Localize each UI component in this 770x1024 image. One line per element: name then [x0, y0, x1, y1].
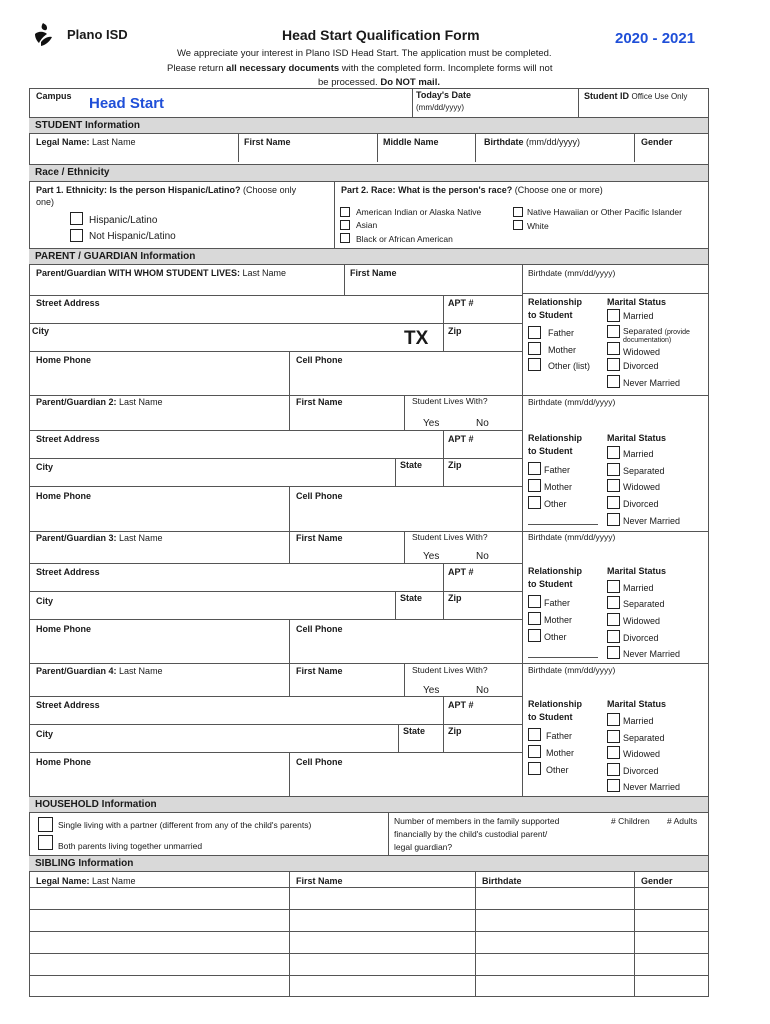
guardian4-separated-label: Separated: [623, 733, 665, 743]
plano-isd-logo-icon: [32, 22, 54, 48]
guardian1-mother-label: Mother: [548, 345, 577, 355]
sibling-row[interactable]: [29, 931, 708, 932]
guardian3-first-name-label: First Name: [296, 533, 343, 543]
guardian3-apt-label: APT #: [448, 567, 474, 577]
single-partner-label: Single living with a partner (different from any of the child's parents): [58, 820, 312, 830]
guardian4-never-married-checkbox[interactable]: [607, 779, 620, 792]
guardian4-lives-with-label: Student Lives With?: [412, 665, 488, 675]
guardian2-label: Parent/Guardian 2: Last Name: [36, 397, 163, 407]
guardian2-mother-checkbox[interactable]: [528, 479, 541, 492]
guardian2-home-phone-label: Home Phone: [36, 491, 92, 501]
guardian3-separated-checkbox[interactable]: [607, 596, 620, 609]
members-question-3: legal guardian?: [394, 842, 453, 852]
parent-section-header: PARENT / GUARDIAN Information: [29, 248, 708, 265]
hispanic-label: Hispanic/Latino: [89, 215, 158, 226]
guardian3-marital-label: Marital Status: [607, 566, 667, 576]
guardian1-never-married-label: Never Married: [623, 378, 681, 388]
white-checkbox[interactable]: [513, 220, 523, 230]
sibling-row[interactable]: [29, 975, 708, 976]
guardian2-married-checkbox[interactable]: [607, 446, 620, 459]
guardian2-yes-label[interactable]: Yes: [423, 418, 440, 429]
guardian3-widowed-label: Widowed: [623, 616, 661, 626]
guardian4-no-label[interactable]: No: [476, 685, 489, 696]
guardian3-mother-label: Mother: [544, 615, 573, 625]
guardian1-state-value[interactable]: TX: [404, 328, 429, 349]
guardian1-birthdate-label: Birthdate (mm/dd/yyyy): [528, 268, 616, 278]
guardian4-relationship-label: Relationship: [528, 699, 583, 709]
household-section-header: HOUSEHOLD Information: [29, 796, 708, 813]
guardian3-father-label: Father: [544, 598, 571, 608]
guardian3-birthdate-label: Birthdate (mm/dd/yyyy): [528, 532, 616, 542]
guardian4-to-student-label: to Student: [528, 712, 573, 722]
guardian1-mother-checkbox[interactable]: [528, 342, 541, 355]
guardian4-state-label: State: [403, 726, 426, 736]
guardian4-birthdate-label: Birthdate (mm/dd/yyyy): [528, 665, 616, 675]
guardian2-birthdate-label: Birthdate (mm/dd/yyyy): [528, 397, 616, 407]
guardian3-yes-label[interactable]: Yes: [423, 551, 440, 562]
sibling-section-header: SIBLING Information: [29, 855, 708, 872]
american-indian-label: American Indian or Alaska Native: [356, 207, 482, 217]
guardian3-cell-phone-label: Cell Phone: [296, 624, 343, 634]
guardian3-state-label: State: [400, 593, 423, 603]
guardian4-home-phone-label: Home Phone: [36, 757, 92, 767]
guardian3-city-label: City: [36, 596, 54, 606]
guardian3-zip-label: Zip: [448, 593, 462, 603]
guardian3-no-label[interactable]: No: [476, 551, 489, 562]
guardian2-never-married-checkbox[interactable]: [607, 513, 620, 526]
guardian3-married-checkbox[interactable]: [607, 580, 620, 593]
guardian1-divorced-checkbox[interactable]: [607, 358, 620, 371]
student-first-name-label: First Name: [244, 137, 291, 147]
guardian2-father-checkbox[interactable]: [528, 462, 541, 475]
guardian4-other-checkbox[interactable]: [528, 762, 541, 775]
guardian4-apt-label: APT #: [448, 700, 474, 710]
children-count-label: # Children: [611, 816, 650, 826]
guardian4-divorced-label: Divorced: [623, 766, 659, 776]
not-hispanic-label: Not Hispanic/Latino: [89, 231, 176, 242]
guardian4-mother-checkbox[interactable]: [528, 745, 541, 758]
guardian3-never-married-checkbox[interactable]: [607, 646, 620, 659]
guardian4-label: Parent/Guardian 4: Last Name: [36, 666, 163, 676]
guardian4-separated-checkbox[interactable]: [607, 730, 620, 743]
guardian2-divorced-label: Divorced: [623, 499, 659, 509]
guardian3-married-label: Married: [623, 583, 654, 593]
guardian1-zip-label: Zip: [448, 326, 462, 336]
asian-checkbox[interactable]: [340, 220, 350, 230]
american-indian-checkbox[interactable]: [340, 207, 350, 217]
student-legal-name-label: Legal Name: Last Name: [36, 137, 136, 147]
guardian3-separated-label: Separated: [623, 599, 665, 609]
sibling-gender-label: Gender: [641, 876, 673, 886]
guardian4-divorced-checkbox[interactable]: [607, 763, 620, 776]
campus-label: Campus: [36, 91, 72, 101]
guardian4-married-checkbox[interactable]: [607, 713, 620, 726]
guardian2-city-label: City: [36, 462, 54, 472]
guardian1-home-phone-label: Home Phone: [36, 355, 92, 365]
guardian2-state-label: State: [400, 460, 423, 470]
org-name: Plano ISD: [67, 27, 128, 42]
guardian1-other-checkbox[interactable]: [528, 358, 541, 371]
hawaiian-checkbox[interactable]: [513, 207, 523, 217]
guardian2-cell-phone-label: Cell Phone: [296, 491, 343, 501]
guardian2-mother-label: Mother: [544, 482, 573, 492]
adults-count-label: # Adults: [667, 816, 698, 826]
guardian2-first-name-label: First Name: [296, 397, 343, 407]
asian-label: Asian: [356, 220, 378, 230]
guardian1-father-checkbox[interactable]: [528, 326, 541, 339]
guardian4-widowed-label: Widowed: [623, 749, 661, 759]
guardian2-street-label: Street Address: [36, 434, 100, 444]
guardian3-divorced-label: Divorced: [623, 633, 659, 643]
sibling-row[interactable]: [29, 953, 708, 954]
guardian1-to-student-label: to Student: [528, 310, 573, 320]
members-question-1: Number of members in the family supported: [394, 816, 560, 826]
guardian2-married-label: Married: [623, 449, 654, 459]
guardian1-city-label: City: [32, 326, 50, 336]
guardian3-divorced-checkbox[interactable]: [607, 630, 620, 643]
single-partner-checkbox[interactable]: [38, 817, 53, 832]
todays-date-label: Today's Date: [416, 90, 471, 100]
guardian2-divorced-checkbox[interactable]: [607, 496, 620, 509]
todays-date-field[interactable]: (mm/dd/yyyy): [416, 103, 464, 112]
guardian1-label: Parent/Guardian WITH WHOM STUDENT LIVES: Last Name: [36, 268, 287, 278]
guardian2-no-label[interactable]: No: [476, 418, 489, 429]
campus-value[interactable]: Head Start: [89, 95, 165, 112]
intro-line-2: Please return all necessary documents with the completed form. Incomplete forms will not: [167, 63, 553, 74]
form-title: Head Start Qualification Form: [282, 27, 480, 43]
black-label: Black or African American: [356, 234, 453, 244]
guardian1-separated-checkbox[interactable]: [607, 325, 620, 338]
guardian2-never-married-label: Never Married: [623, 516, 681, 526]
guardian4-zip-label: Zip: [448, 726, 462, 736]
guardian4-marital-label: Marital Status: [607, 699, 667, 709]
ethnicity-question-cont: one): [36, 197, 55, 207]
intro-line-1: We appreciate your interest in Plano ISD Head Start. The application must be completed.: [177, 48, 552, 59]
guardian1-cell-phone-label: Cell Phone: [296, 355, 343, 365]
guardian2-relationship-label: Relationship: [528, 433, 583, 443]
guardian4-other-label: Other: [546, 765, 569, 775]
guardian4-widowed-checkbox[interactable]: [607, 746, 620, 759]
guardian1-married-label: Married: [623, 311, 654, 321]
guardian2-widowed-checkbox[interactable]: [607, 479, 620, 492]
school-year: 2020 - 2021: [615, 30, 696, 47]
hispanic-checkbox[interactable]: [70, 212, 83, 225]
guardian4-city-label: City: [36, 729, 54, 739]
guardian1-widowed-label: Widowed: [623, 347, 661, 357]
sibling-row[interactable]: [29, 909, 708, 910]
guardian1-street-label: Street Address: [36, 298, 100, 308]
race-section-header: Race / Ethnicity: [29, 164, 708, 182]
hawaiian-label: Native Hawaiian or Other Pacific Islander: [527, 207, 682, 217]
student-gender-label: Gender: [641, 137, 673, 147]
guardian1-separated-label: Separated (provide: [623, 326, 690, 336]
sibling-first-name-label: First Name: [296, 876, 343, 886]
guardian2-zip-label: Zip: [448, 460, 462, 470]
guardian2-other-label: Other: [544, 499, 567, 509]
guardian2-father-label: Father: [544, 465, 571, 475]
guardian1-marital-label: Marital Status: [607, 297, 667, 307]
sibling-birthdate-label: Birthdate: [482, 876, 522, 886]
not-hispanic-checkbox[interactable]: [70, 229, 83, 242]
guardian3-home-phone-label: Home Phone: [36, 624, 92, 634]
guardian4-father-label: Father: [546, 731, 573, 741]
student-middle-name-label: Middle Name: [383, 137, 439, 147]
guardian3-never-married-label: Never Married: [623, 649, 681, 659]
guardian1-married-checkbox[interactable]: [607, 309, 620, 322]
guardian4-first-name-label: First Name: [296, 666, 343, 676]
guardian4-cell-phone-label: Cell Phone: [296, 757, 343, 767]
guardian4-father-checkbox[interactable]: [528, 728, 541, 741]
black-checkbox[interactable]: [340, 233, 350, 243]
guardian1-relationship-label: Relationship: [528, 297, 583, 307]
guardian1-never-married-checkbox[interactable]: [607, 375, 620, 388]
guardian3-mother-checkbox[interactable]: [528, 612, 541, 625]
guardian3-label: Parent/Guardian 3: Last Name: [36, 533, 163, 543]
sibling-legal-name-label: Legal Name: Last Name: [36, 876, 136, 886]
guardian3-father-checkbox[interactable]: [528, 595, 541, 608]
guardian3-to-student-label: to Student: [528, 579, 573, 589]
guardian1-first-name-label: First Name: [350, 268, 397, 278]
guardian2-lives-with-label: Student Lives With?: [412, 396, 488, 406]
guardian2-marital-label: Marital Status: [607, 433, 667, 443]
guardian4-street-label: Street Address: [36, 700, 100, 710]
guardian4-yes-label[interactable]: Yes: [423, 685, 440, 696]
guardian1-widowed-checkbox[interactable]: [607, 342, 620, 355]
both-parents-label: Both parents living together unmarried: [58, 841, 203, 851]
guardian2-widowed-label: Widowed: [623, 482, 661, 492]
guardian3-widowed-checkbox[interactable]: [607, 613, 620, 626]
guardian2-to-student-label: to Student: [528, 446, 573, 456]
guardian3-other-checkbox[interactable]: [528, 629, 541, 642]
intro-line-3: be processed. Do NOT mail.: [318, 77, 440, 88]
guardian1-other-label: Other (list): [548, 361, 591, 371]
guardian1-father-label: Father: [548, 328, 575, 338]
race-question: Part 2. Race: What is the person's race? (Choose one or more): [341, 185, 603, 195]
guardian2-apt-label: APT #: [448, 434, 474, 444]
guardian4-never-married-label: Never Married: [623, 782, 681, 792]
guardian3-other-label: Other: [544, 632, 567, 642]
guardian2-separated-checkbox[interactable]: [607, 463, 620, 476]
ethnicity-question: Part 1. Ethnicity: Is the person Hispanic/Latino? (Choose only: [36, 185, 297, 195]
guardian3-relationship-label: Relationship: [528, 566, 583, 576]
student-birthdate-label: Birthdate (mm/dd/yyyy): [484, 137, 581, 147]
guardian3-street-label: Street Address: [36, 567, 100, 577]
members-question-2: financially by the child's custodial parent/: [394, 829, 548, 839]
guardian1-apt-label: APT #: [448, 298, 474, 308]
guardian3-lives-with-label: Student Lives With?: [412, 532, 488, 542]
both-parents-checkbox[interactable]: [38, 835, 53, 850]
student-section-header: STUDENT Information: [29, 117, 708, 134]
guardian4-mother-label: Mother: [546, 748, 575, 758]
guardian1-separated-note: documentation): [623, 337, 672, 344]
guardian1-divorced-label: Divorced: [623, 361, 659, 371]
white-label: White: [527, 221, 549, 231]
student-id-label: Student ID Office Use Only: [584, 91, 688, 101]
guardian2-other-checkbox[interactable]: [528, 496, 541, 509]
guardian2-separated-label: Separated: [623, 466, 665, 476]
guardian4-married-label: Married: [623, 716, 654, 726]
